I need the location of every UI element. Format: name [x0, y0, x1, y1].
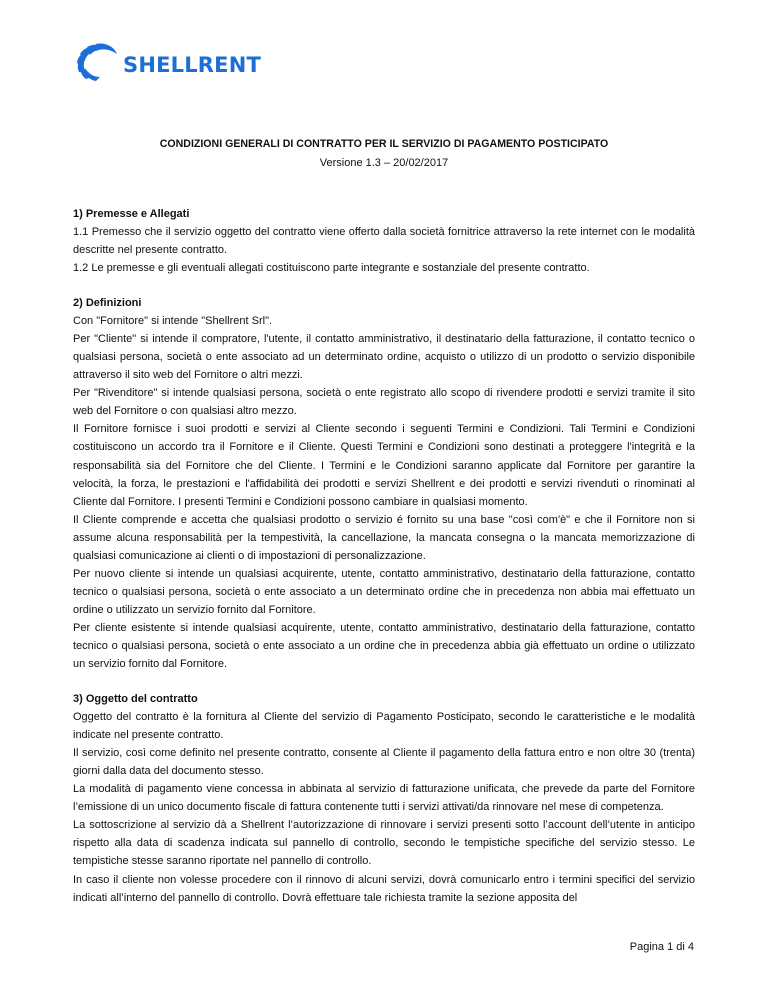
document-header — [0, 136, 768, 171]
document-version: Versione 1.3 – 20/02/2017 — [319, 157, 449, 169]
document-body — [73, 205, 695, 924]
paragraph: Per "Rivenditore" si intende qualsiasi persona, società o ente registrato allo scopo di rivendere prodotti e servizi tramite il sito web del Fornitore o con qualsiasi altro mezzo. — [73, 387, 695, 418]
paragraph: Oggetto del contratto è la fornitura al Cliente del servizio di Pagamento Posticipato, secondo le caratteristiche e le modalità indicate nel presente contratto. — [73, 711, 695, 742]
section-definizioni — [73, 294, 695, 673]
paragraph: La modalità di pagamento viene concessa in abbinata al servizio di fatturazione unificata, che prevede da parte del Fornitore l’emissione di un unico documento fiscale di fattura contenente tutti i servizi attivati/da rinnovare nel mese di competenza. — [73, 783, 695, 814]
shellrent-logo — [74, 38, 261, 84]
paragraph: 1.2 Le premesse e gli eventuali allegati costituiscono parte integrante e sostanziale del presente contratto. — [73, 262, 590, 275]
paragraph: Per cliente esistente si intende qualsiasi acquirente, utente, contatto amministrativo, destinatario della fatturazione, contatto tecnico o qualsiasi persona, società o ente associato a un ordine che in precedenza abbia già effettuato un ordine o utilizzato un servizio fornito dal Fornitore. — [73, 621, 695, 671]
paragraph: Il servizio, così come definito nel presente contratto, consente al Cliente il pagamento della fattura entro e non oltre 30 (trenta) giorni dalla data del documento stesso. — [73, 747, 695, 778]
paragraph: Il Cliente comprende e accetta che qualsiasi prodotto o servizio é fornito su una base "così com'è" e che il Fornitore non si assume alcuna responsabilità per la tempestività, la cancellazione, la mancata consegna o la mancata memorizzazione di qualsiasi comunicazione ai clienti o di impostazioni di personalizzazione. — [73, 513, 695, 562]
section-heading: 2) Definizioni — [73, 297, 142, 310]
document-title: CONDIZIONI GENERALI DI CONTRATTO PER IL SERVIZIO DI PAGAMENTO POSTICIPATO — [159, 138, 609, 150]
section-heading: 1) Premesse e Allegati — [73, 208, 190, 220]
paragraph: 1.1 Premesso che il servizio oggetto del contratto viene offerto dalla società fornitrice attraverso la rete internet con le modalità descritte nel presente contratto. — [73, 226, 695, 257]
paragraph: Per nuovo cliente si intende un qualsiasi acquirente, utente, contatto amministrativo, destinatario della fatturazione, contatto tecnico o qualsiasi persona, società o ente associato a un determinato ordine che in precedenza non abbia mai effettuato un ordine o utilizzato un servizio fornito dal Fornitore. — [73, 567, 695, 616]
section-premesse — [73, 205, 695, 277]
paragraph: Per "Cliente" si intende il compratore, l'utente, il contatto amministrativo, il destinatario della fatturazione, il contatto tecnico o qualsiasi persona, società o ente associato ad un determinato ordine, acquisto o utilizzo di un prodotto o servizio disponibile attraverso il sito web del Fornitore o altri mezzi. — [73, 333, 695, 382]
section-heading: 3) Oggetto del contratto — [73, 693, 198, 706]
page-number: Pagina 1 di 4 — [629, 941, 694, 953]
paragraph: La sottoscrizione al servizio dà a Shellrent l’autorizzazione di rinnovare i servizi presenti sotto l’account dell’utente in anticipo rispetto alla data di scadenza indicata sul pannello di controllo, secondo le tempistiche specifiche del servizio stesso. Le tempistiche stesse saranno riportate nel pannello di controllo. — [73, 819, 695, 868]
logo-wordmark: SHELLRENT — [123, 53, 262, 77]
shellrent-swirl-icon — [74, 38, 120, 84]
paragraph: In caso il cliente non volesse procedere con il rinnovo di alcuni servizi, dovrà comunicarlo entro i termini specifici del servizio indicati all’interno del pannello di controllo. Dovrà effettuare tale richiesta tramite la sezione apposita del — [73, 873, 695, 904]
section-oggetto — [73, 690, 695, 907]
paragraph: Il Fornitore fornisce i suoi prodotti e servizi al Cliente secondo i seguenti Termini e Condizioni. Tali Termini e Condizioni costituiscono un accordo tra il Fornitore e il Cliente. Questi Termini e Condizioni sono destinati a proteggere l'integrità e la responsabilità sia del Fornitore che del Cliente. I Termini e le Condizioni saranno applicate dal Fornitore per garantire la velocità, la forza, le prestazioni e l'affidabilità dei prodotti e servizi Shellrent e dei prodotti e servizi rivenduti o rinominati al Cliente dal Fornitore. I presenti Termini e Condizioni possono cambiare in qualsiasi momento. — [73, 423, 695, 508]
paragraph: Con "Fornitore" si intende "Shellrent Srl". — [73, 315, 273, 328]
